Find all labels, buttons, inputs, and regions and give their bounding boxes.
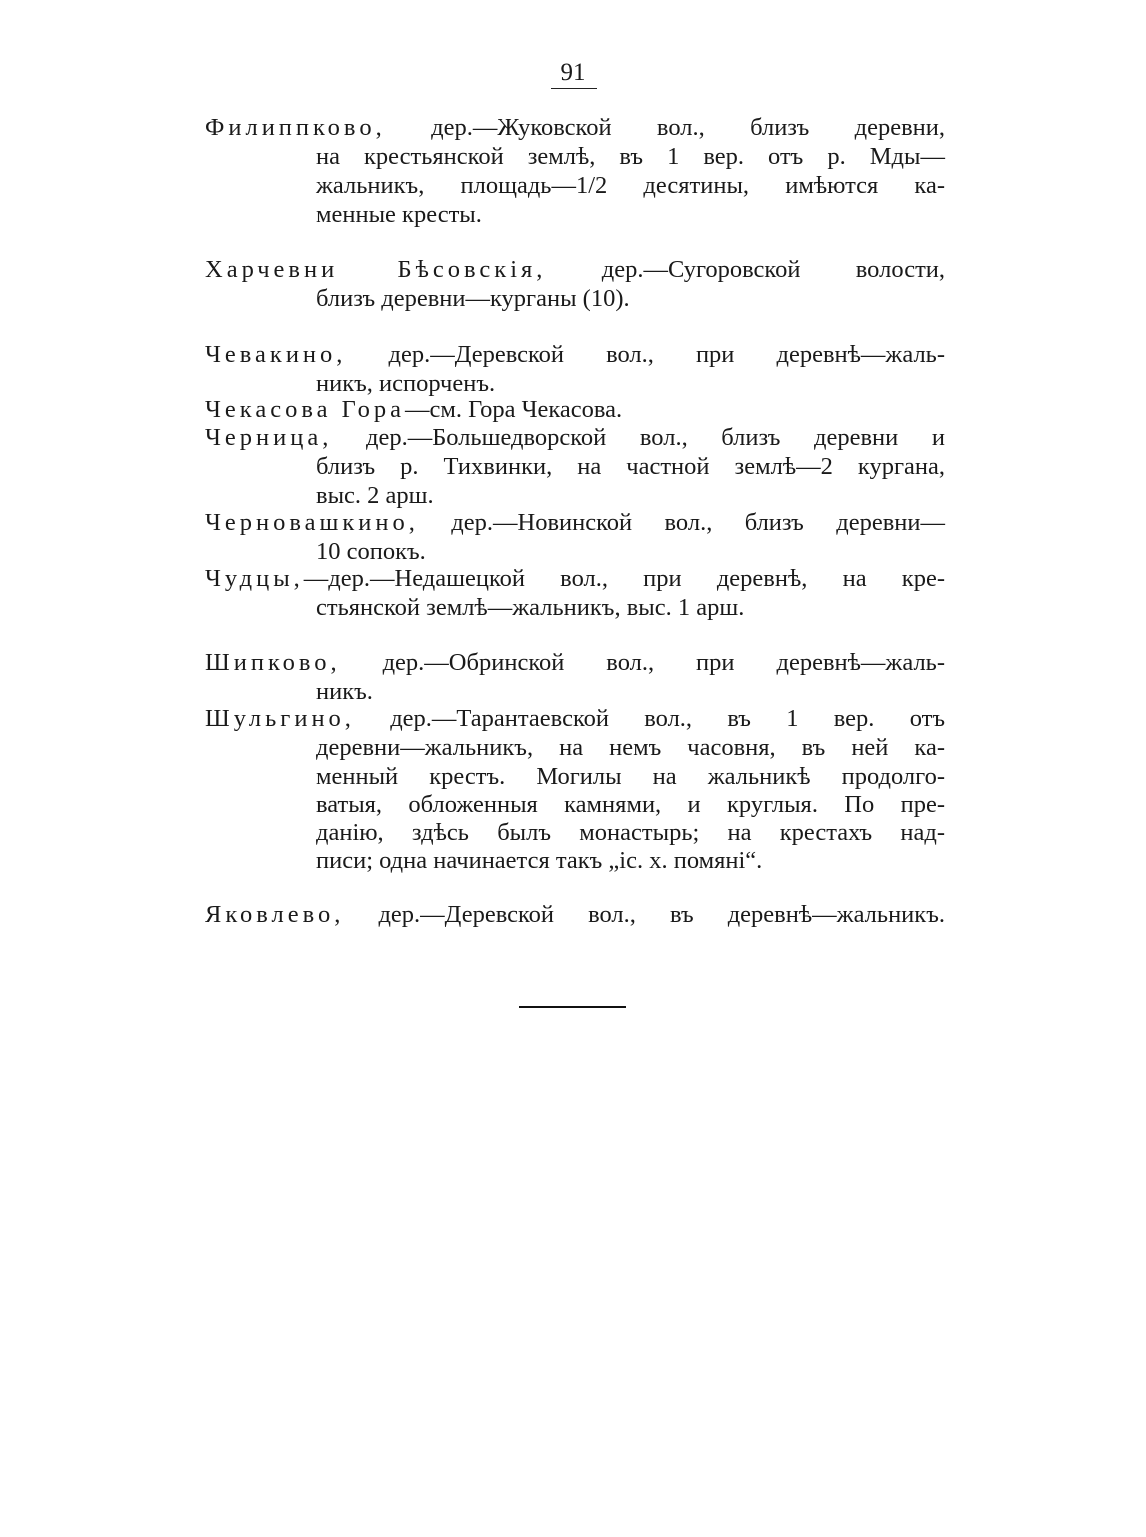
entry-term: Чудцы, [205, 565, 304, 592]
entry-text: —дер.—Недашецкой вол., при деревнѣ, на кре- [303, 565, 945, 592]
entry-text: дер.—Тарантаевской вол., въ 1 вер. отъ [390, 705, 945, 732]
entry-line: никъ, испорченъ. [316, 370, 496, 397]
entry-term: Черновашкино, [205, 509, 419, 536]
entry-line: жальникъ, площадь—1/2 десятины, имѣются ка- [316, 172, 945, 199]
entry-term: Чекасова Гора [205, 396, 405, 423]
entry-text: дер.—Новинской вол., близъ деревни— [451, 509, 945, 536]
page-number-underline [551, 88, 597, 89]
entry-first-line [205, 340, 945, 370]
entry-line: 10 сопокъ. [316, 538, 426, 565]
entry-first-line [205, 900, 945, 930]
entry-first-line [205, 704, 945, 734]
entry-line: деревни—жальникъ, на немъ часовня, въ ней ка- [316, 734, 945, 761]
entry-term: Черница, [205, 424, 333, 451]
entry-first-line [205, 395, 622, 425]
entry-line: на крестьянской землѣ, въ 1 вер. отъ р. Мды— [316, 143, 945, 170]
entry-line: близъ деревни—курганы (10). [316, 285, 630, 312]
entry-line: данію, здѣсь былъ монастырь; на крестахъ над- [316, 819, 945, 846]
entry-text: дер.—Жуковской вол., близъ деревни, [431, 114, 945, 141]
entry-line: близъ р. Тихвинки, на частной землѣ—2 кургана, [316, 453, 945, 480]
entry-line: менные кресты. [316, 201, 482, 228]
entry-term: Шипково, [205, 649, 341, 676]
entry-line: выс. 2 арш. [316, 482, 434, 509]
entry-line: ватыя, обложенныя камнями, и круглыя. По пре- [316, 791, 945, 818]
entry-text: —см. Гора Чекасова. [404, 396, 623, 423]
entry-first-line [205, 648, 945, 678]
entry-line: стьянской землѣ—жальникъ, выс. 1 арш. [316, 594, 745, 621]
entry-first-line [205, 113, 945, 143]
entry-line: писи; одна начинается такъ „іс. х. помяні“. [316, 847, 763, 874]
entry-text: дер.—Сугоровской волости, [601, 256, 946, 283]
entry-text: дер.—Обринской вол., при деревнѣ—жаль- [382, 649, 946, 676]
entry-first-line [205, 255, 945, 285]
end-of-section-rule [519, 1006, 626, 1008]
entry-term: Шульгино, [205, 705, 355, 732]
entry-text: дер.—Деревской вол., при деревнѣ—жаль- [388, 341, 946, 368]
entry-term: Харчевни Бѣсовскія, [205, 256, 547, 283]
entry-text: дер.—Деревской вол., въ деревнѣ—жальникъ. [378, 901, 945, 928]
entry-first-line [205, 508, 945, 538]
entry-term: Филиппково, [205, 114, 386, 141]
entry-first-line [205, 564, 945, 594]
entry-first-line [205, 423, 945, 453]
entry-line: никъ. [316, 678, 373, 705]
entry-term: Яковлево, [205, 901, 345, 928]
entry-term: Чевакино, [205, 341, 347, 368]
entry-line: менный крестъ. Могилы на жальникѣ продолго- [316, 763, 945, 790]
entry-text: дер.—Большедворской вол., близъ деревни и [366, 424, 946, 451]
page-number: 91 [560, 59, 586, 86]
